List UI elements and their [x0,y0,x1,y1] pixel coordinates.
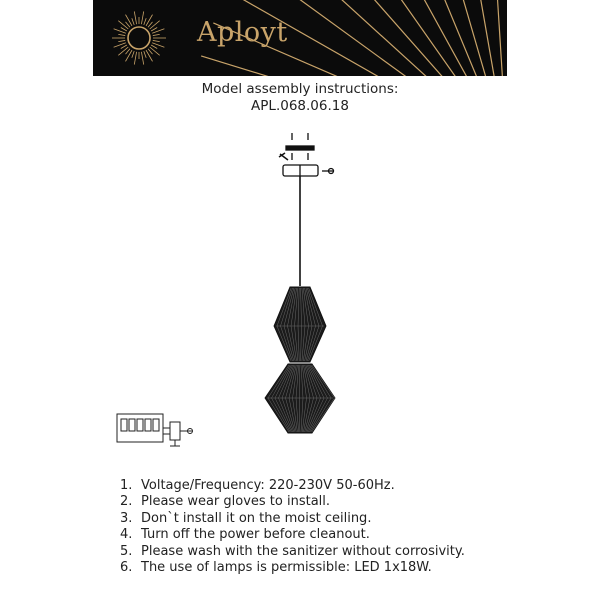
instruction-list [120,478,465,576]
item-text: Don`t install it on the moist ceiling. [141,510,372,526]
document-title: Model assembly instructions: [201,81,399,97]
item-number: 2. [120,494,133,510]
upper-shade [274,287,326,362]
wiring-diagram [117,414,193,446]
brand-logo: Aployt [197,17,288,48]
item-text: Please wash with the sanitizer without corrosivity. [141,543,465,559]
item-number: 3. [120,510,133,526]
ceiling-mount [279,133,334,176]
item-text: Please wear gloves to install. [141,494,331,510]
list-item [120,544,465,560]
list-item [120,494,465,510]
item-number: 6. [120,560,133,576]
list-item [120,527,465,543]
item-number: 5. [120,543,133,559]
item-text: Turn off the power before cleanout. [141,527,370,543]
item-number: 4. [120,527,133,543]
lower-shade [265,364,335,433]
list-item [120,560,465,576]
item-text: The use of lamps is permissible: LED 1x18W. [141,560,432,576]
item-number: 1. [120,478,133,493]
model-number: APL.068.06.18 [251,98,349,114]
list-item [120,478,465,494]
item-text: Voltage/Frequency: 220-230V 50-60Hz. [141,478,395,493]
list-item [120,511,465,527]
